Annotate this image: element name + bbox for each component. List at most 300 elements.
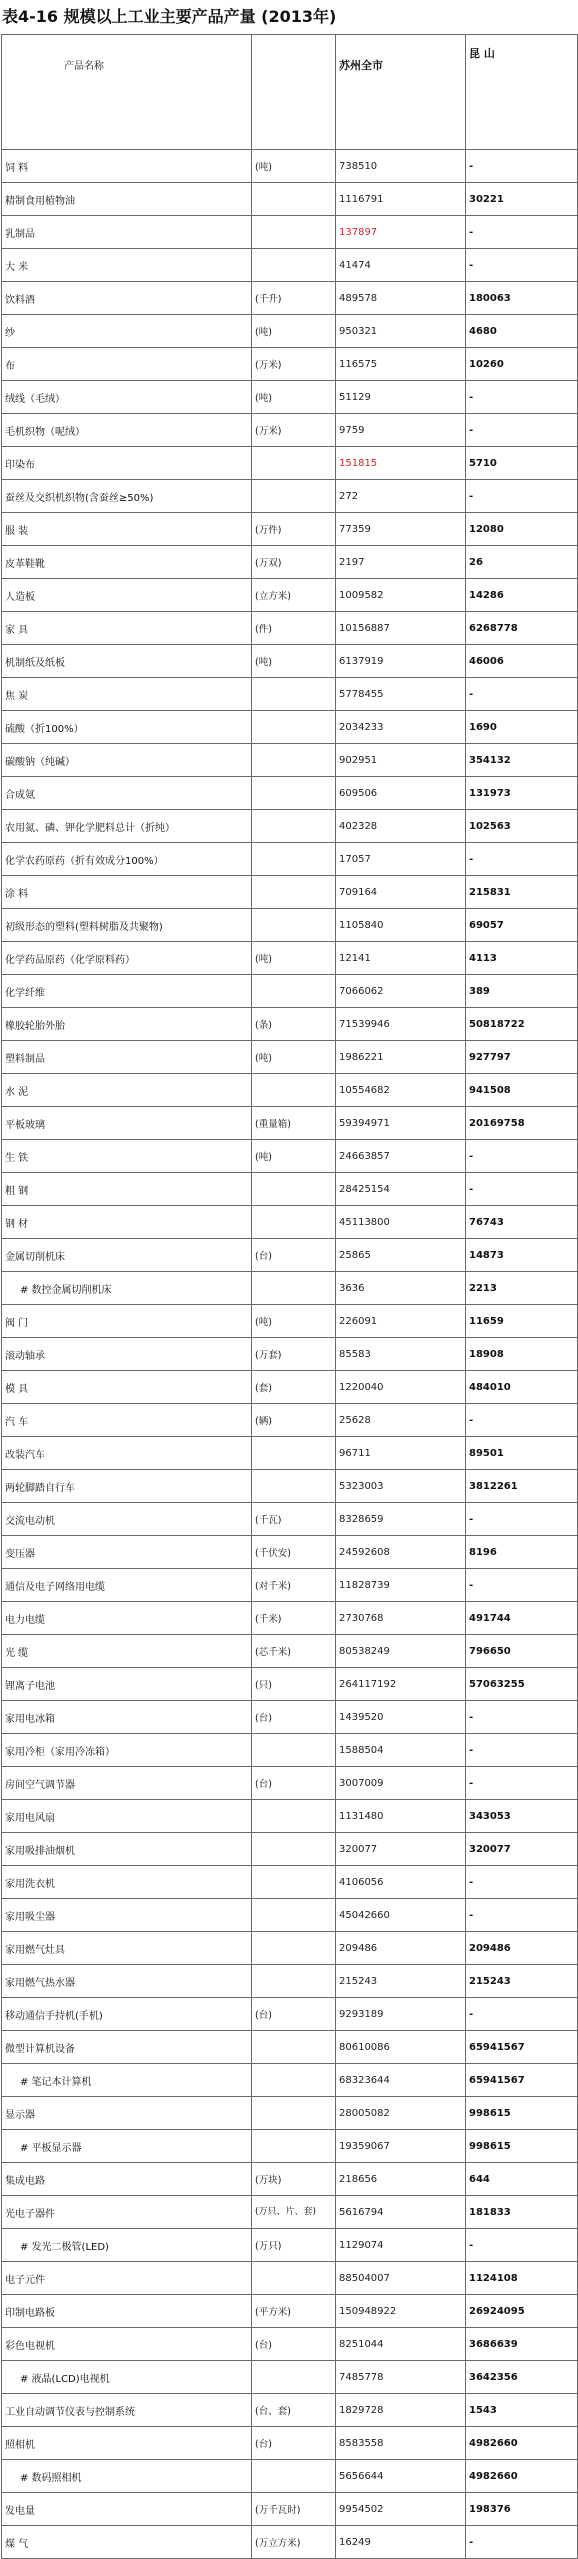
unit-cell: (万只、片、套) xyxy=(252,2196,336,2229)
unit-cell xyxy=(252,810,336,843)
product-name-cell: 化学药品原药（化学原料药） xyxy=(2,942,252,975)
table-row xyxy=(2,1503,578,1536)
suzhou-value-cell: 2730768 xyxy=(336,1602,466,1635)
table-row xyxy=(2,876,578,909)
unit-cell xyxy=(252,1206,336,1239)
kunshan-value-cell: 26924095 xyxy=(466,2295,578,2328)
product-name-cell: 移动通信手持机(手机) xyxy=(2,1998,252,2031)
table-row xyxy=(2,2196,578,2229)
unit-cell: (吨) xyxy=(252,381,336,414)
unit-cell xyxy=(252,876,336,909)
suzhou-value-cell: 9954502 xyxy=(336,2493,466,2526)
table-row xyxy=(2,1635,578,1668)
product-name-cell: 碳酸钠（纯碱） xyxy=(2,744,252,777)
table-row xyxy=(2,2064,578,2097)
unit-cell: (台、套) xyxy=(252,2394,336,2427)
unit-cell xyxy=(252,447,336,480)
suzhou-value-cell: 1439520 xyxy=(336,1701,466,1734)
suzhou-value-cell: 3007009 xyxy=(336,1767,466,1800)
unit-cell xyxy=(252,975,336,1008)
product-name-cell: 家用燃气灶具 xyxy=(2,1932,252,1965)
kunshan-value-cell: 26 xyxy=(466,546,578,579)
table-row xyxy=(2,1041,578,1074)
table-row xyxy=(2,282,578,315)
kunshan-value-cell: 10260 xyxy=(466,348,578,381)
unit-cell xyxy=(252,1734,336,1767)
table-row xyxy=(2,1239,578,1272)
product-name-cell: 家 具 xyxy=(2,612,252,645)
suzhou-value-cell: 10156887 xyxy=(336,612,466,645)
product-output-table xyxy=(1,34,578,2559)
unit-cell: (台) xyxy=(252,1239,336,1272)
product-name-cell: 人造板 xyxy=(2,579,252,612)
suzhou-value-cell: 209486 xyxy=(336,1932,466,1965)
kunshan-value-cell: 69057 xyxy=(466,909,578,942)
suzhou-value-cell: 1829728 xyxy=(336,2394,466,2427)
unit-cell: (千瓦) xyxy=(252,1503,336,1536)
kunshan-value-cell: 484010 xyxy=(466,1371,578,1404)
product-name-cell: 钢 材 xyxy=(2,1206,252,1239)
header-suzhou: 苏州全市 xyxy=(336,35,466,150)
suzhou-value-cell: 28425154 xyxy=(336,1173,466,1206)
product-name-cell: # 数控金属切削机床 xyxy=(2,1272,252,1305)
table-row xyxy=(2,1668,578,1701)
unit-cell: (万立方米) xyxy=(252,2526,336,2559)
unit-cell xyxy=(252,843,336,876)
header-row xyxy=(2,35,578,150)
table-row xyxy=(2,1140,578,1173)
unit-cell: (台) xyxy=(252,2328,336,2361)
table-row xyxy=(2,513,578,546)
suzhou-value-cell: 16249 xyxy=(336,2526,466,2559)
unit-cell xyxy=(252,1173,336,1206)
product-name-cell: 饮料酒 xyxy=(2,282,252,315)
product-name-cell: 改装汽车 xyxy=(2,1437,252,1470)
kunshan-value-cell: 6268778 xyxy=(466,612,578,645)
unit-cell xyxy=(252,183,336,216)
unit-cell: (千伏安) xyxy=(252,1536,336,1569)
table-row xyxy=(2,711,578,744)
kunshan-value-cell: 8196 xyxy=(466,1536,578,1569)
product-name-cell: 印染布 xyxy=(2,447,252,480)
kunshan-value-cell: - xyxy=(466,1404,578,1437)
product-name-cell: 硫酸（折100%） xyxy=(2,711,252,744)
unit-cell: (吨) xyxy=(252,1140,336,1173)
suzhou-value-cell: 1986221 xyxy=(336,1041,466,1074)
table-row xyxy=(2,2328,578,2361)
product-name-cell: 家用燃气热水器 xyxy=(2,1965,252,1998)
table-row xyxy=(2,1932,578,1965)
unit-cell: (台) xyxy=(252,2427,336,2460)
product-name-cell: 机制纸及纸板 xyxy=(2,645,252,678)
product-name-cell: 橡胶轮胎外胎 xyxy=(2,1008,252,1041)
suzhou-value-cell: 738510 xyxy=(336,150,466,183)
suzhou-value-cell: 1105840 xyxy=(336,909,466,942)
suzhou-value-cell: 1588504 xyxy=(336,1734,466,1767)
unit-cell: (立方米) xyxy=(252,579,336,612)
table-row xyxy=(2,447,578,480)
product-name-cell: 阀 门 xyxy=(2,1305,252,1338)
table-row xyxy=(2,2493,578,2526)
product-name-cell: 家用吸排油烟机 xyxy=(2,1833,252,1866)
table-row xyxy=(2,1107,578,1140)
suzhou-value-cell: 88504007 xyxy=(336,2262,466,2295)
product-name-cell: 变压器 xyxy=(2,1536,252,1569)
table-row xyxy=(2,2526,578,2559)
kunshan-value-cell: 354132 xyxy=(466,744,578,777)
suzhou-value-cell: 51129 xyxy=(336,381,466,414)
table-row xyxy=(2,150,578,183)
suzhou-value-cell: 7485778 xyxy=(336,2361,466,2394)
suzhou-value-cell: 6137919 xyxy=(336,645,466,678)
product-name-cell: 电力电缆 xyxy=(2,1602,252,1635)
kunshan-value-cell: 57063255 xyxy=(466,1668,578,1701)
kunshan-value-cell: 644 xyxy=(466,2163,578,2196)
product-name-cell: 印制电路板 xyxy=(2,2295,252,2328)
suzhou-value-cell: 25628 xyxy=(336,1404,466,1437)
unit-cell xyxy=(252,480,336,513)
table-row xyxy=(2,348,578,381)
suzhou-value-cell: 4106056 xyxy=(336,1866,466,1899)
table-row xyxy=(2,1371,578,1404)
product-name-cell: 布 xyxy=(2,348,252,381)
suzhou-value-cell: 11828739 xyxy=(336,1569,466,1602)
kunshan-value-cell: 102563 xyxy=(466,810,578,843)
table-row xyxy=(2,1272,578,1305)
table-row xyxy=(2,909,578,942)
suzhou-value-cell: 8251044 xyxy=(336,2328,466,2361)
product-name-cell: 煤 气 xyxy=(2,2526,252,2559)
table-row xyxy=(2,249,578,282)
header-kunshan: 昆 山 xyxy=(466,35,578,150)
unit-cell xyxy=(252,2460,336,2493)
table-row xyxy=(2,414,578,447)
suzhou-value-cell: 80538249 xyxy=(336,1635,466,1668)
suzhou-value-cell: 5616794 xyxy=(336,2196,466,2229)
table-row xyxy=(2,2427,578,2460)
suzhou-value-cell: 709164 xyxy=(336,876,466,909)
unit-cell: (万套) xyxy=(252,1338,336,1371)
suzhou-value-cell: 5656644 xyxy=(336,2460,466,2493)
table-row xyxy=(2,1338,578,1371)
table-row xyxy=(2,1536,578,1569)
table-row xyxy=(2,2460,578,2493)
kunshan-value-cell: 1124108 xyxy=(466,2262,578,2295)
table-row xyxy=(2,1965,578,1998)
unit-cell: (台) xyxy=(252,1998,336,2031)
table-row xyxy=(2,546,578,579)
unit-cell xyxy=(252,909,336,942)
kunshan-value-cell: 215831 xyxy=(466,876,578,909)
table-row xyxy=(2,579,578,612)
product-name-cell: 房间空气调节器 xyxy=(2,1767,252,1800)
product-name-cell: 锂离子电池 xyxy=(2,1668,252,1701)
unit-cell xyxy=(252,216,336,249)
kunshan-value-cell: 20169758 xyxy=(466,1107,578,1140)
kunshan-value-cell: - xyxy=(466,414,578,447)
product-name-cell: 涂 料 xyxy=(2,876,252,909)
unit-cell: (吨) xyxy=(252,1041,336,1074)
product-name-cell: 化学农药原药（折有效成分100%） xyxy=(2,843,252,876)
product-name-cell: 农用氮、磷、钾化学肥料总计（折纯） xyxy=(2,810,252,843)
product-name-cell: 工业自动调节仪表与控制系统 xyxy=(2,2394,252,2427)
table-row xyxy=(2,843,578,876)
suzhou-value-cell: 2197 xyxy=(336,546,466,579)
product-name-cell: 光 缆 xyxy=(2,1635,252,1668)
suzhou-value-cell: 1009582 xyxy=(336,579,466,612)
unit-cell: (平方米) xyxy=(252,2295,336,2328)
unit-cell: (万只) xyxy=(252,2229,336,2262)
kunshan-value-cell: 215243 xyxy=(466,1965,578,1998)
suzhou-value-cell: 902951 xyxy=(336,744,466,777)
product-name-cell: 家用冷柜（家用冷冻箱） xyxy=(2,1734,252,1767)
suzhou-value-cell: 3636 xyxy=(336,1272,466,1305)
table-row xyxy=(2,1008,578,1041)
unit-cell xyxy=(252,1866,336,1899)
suzhou-value-cell: 24663857 xyxy=(336,1140,466,1173)
table-row xyxy=(2,1437,578,1470)
unit-cell xyxy=(252,2361,336,2394)
unit-cell: (万千瓦时) xyxy=(252,2493,336,2526)
unit-cell: (万双) xyxy=(252,546,336,579)
kunshan-value-cell: 343053 xyxy=(466,1800,578,1833)
kunshan-value-cell: - xyxy=(466,1503,578,1536)
suzhou-value-cell: 45113800 xyxy=(336,1206,466,1239)
unit-cell: (吨) xyxy=(252,645,336,678)
kunshan-value-cell: - xyxy=(466,1173,578,1206)
product-name-cell: 饲 料 xyxy=(2,150,252,183)
table-row xyxy=(2,1800,578,1833)
unit-cell xyxy=(252,1932,336,1965)
table-row xyxy=(2,612,578,645)
product-name-cell: 水 泥 xyxy=(2,1074,252,1107)
table-row xyxy=(2,315,578,348)
product-name-cell: 家用吸尘器 xyxy=(2,1899,252,1932)
suzhou-value-cell: 609506 xyxy=(336,777,466,810)
unit-cell xyxy=(252,744,336,777)
suzhou-value-cell: 5323003 xyxy=(336,1470,466,1503)
suzhou-value-cell: 9293189 xyxy=(336,1998,466,2031)
table-row xyxy=(2,216,578,249)
kunshan-value-cell: 2213 xyxy=(466,1272,578,1305)
kunshan-value-cell: 198376 xyxy=(466,2493,578,2526)
suzhou-value-cell: 226091 xyxy=(336,1305,466,1338)
unit-cell xyxy=(252,1965,336,1998)
product-name-cell: 合成氨 xyxy=(2,777,252,810)
unit-cell: (芯千米) xyxy=(252,1635,336,1668)
table-row xyxy=(2,2130,578,2163)
table-row xyxy=(2,744,578,777)
kunshan-value-cell: 12080 xyxy=(466,513,578,546)
kunshan-value-cell: 927797 xyxy=(466,1041,578,1074)
kunshan-value-cell: - xyxy=(466,1767,578,1800)
kunshan-value-cell: 1690 xyxy=(466,711,578,744)
product-name-cell: 汽 车 xyxy=(2,1404,252,1437)
suzhou-value-cell: 28005082 xyxy=(336,2097,466,2130)
product-name-cell: 塑料制品 xyxy=(2,1041,252,1074)
table-row xyxy=(2,1074,578,1107)
kunshan-value-cell: - xyxy=(466,1734,578,1767)
kunshan-value-cell: 89501 xyxy=(466,1437,578,1470)
kunshan-value-cell: - xyxy=(466,216,578,249)
table-row xyxy=(2,1173,578,1206)
suzhou-value-cell: 9759 xyxy=(336,414,466,447)
suzhou-value-cell: 116575 xyxy=(336,348,466,381)
table-row xyxy=(2,975,578,1008)
suzhou-value-cell: 489578 xyxy=(336,282,466,315)
table-row xyxy=(2,2163,578,2196)
suzhou-value-cell: 1131480 xyxy=(336,1800,466,1833)
table-row xyxy=(2,2394,578,2427)
unit-cell: (辆) xyxy=(252,1404,336,1437)
unit-cell: (吨) xyxy=(252,942,336,975)
suzhou-value-cell: 1129074 xyxy=(336,2229,466,2262)
kunshan-value-cell: 320077 xyxy=(466,1833,578,1866)
table-row xyxy=(2,2031,578,2064)
product-name-cell: 皮革鞋靴 xyxy=(2,546,252,579)
header-product-name: 产品名称 xyxy=(2,35,252,150)
unit-cell xyxy=(252,1470,336,1503)
unit-cell xyxy=(252,777,336,810)
table-row xyxy=(2,2262,578,2295)
suzhou-value-cell: 80610086 xyxy=(336,2031,466,2064)
unit-cell: (只) xyxy=(252,1668,336,1701)
suzhou-value-cell: 96711 xyxy=(336,1437,466,1470)
unit-cell xyxy=(252,1833,336,1866)
product-name-cell: 粗 钢 xyxy=(2,1173,252,1206)
suzhou-value-cell: 77359 xyxy=(336,513,466,546)
suzhou-value-cell: 1220040 xyxy=(336,1371,466,1404)
unit-cell: (万件) xyxy=(252,513,336,546)
kunshan-value-cell: 998615 xyxy=(466,2097,578,2130)
table-row xyxy=(2,2097,578,2130)
unit-cell: (千升) xyxy=(252,282,336,315)
suzhou-value-cell: 68323644 xyxy=(336,2064,466,2097)
product-name-cell: 生 铁 xyxy=(2,1140,252,1173)
table-title: 表4-16 规模以上工业主要产品产量 (2013年) xyxy=(2,7,337,26)
product-name-cell: 照相机 xyxy=(2,2427,252,2460)
product-name-cell: 金属切削机床 xyxy=(2,1239,252,1272)
header-unit xyxy=(252,35,336,150)
kunshan-value-cell: 18908 xyxy=(466,1338,578,1371)
unit-cell: (吨) xyxy=(252,315,336,348)
table-row xyxy=(2,1833,578,1866)
unit-cell: (吨) xyxy=(252,1305,336,1338)
unit-cell: (台) xyxy=(252,1701,336,1734)
kunshan-value-cell: 65941567 xyxy=(466,2064,578,2097)
table-row xyxy=(2,1866,578,1899)
suzhou-value-cell: 19359067 xyxy=(336,2130,466,2163)
kunshan-value-cell: 11659 xyxy=(466,1305,578,1338)
kunshan-value-cell: 3642356 xyxy=(466,2361,578,2394)
unit-cell: (件) xyxy=(252,612,336,645)
unit-cell: (条) xyxy=(252,1008,336,1041)
kunshan-value-cell: 180063 xyxy=(466,282,578,315)
product-name-cell: 通信及电子网络用电缆 xyxy=(2,1569,252,1602)
suzhou-value-cell: 151815 xyxy=(336,447,466,480)
kunshan-value-cell: 1543 xyxy=(466,2394,578,2427)
suzhou-value-cell: 25865 xyxy=(336,1239,466,1272)
suzhou-value-cell: 59394971 xyxy=(336,1107,466,1140)
product-name-cell: 两轮脚踏自行车 xyxy=(2,1470,252,1503)
kunshan-value-cell: 14873 xyxy=(466,1239,578,1272)
product-name-cell: 毛机织物（呢绒） xyxy=(2,414,252,447)
suzhou-value-cell: 320077 xyxy=(336,1833,466,1866)
suzhou-value-cell: 218656 xyxy=(336,2163,466,2196)
product-name-cell: 发电量 xyxy=(2,2493,252,2526)
table-row xyxy=(2,1602,578,1635)
suzhou-value-cell: 264117192 xyxy=(336,1668,466,1701)
table-row xyxy=(2,1470,578,1503)
product-name-cell: 电子元件 xyxy=(2,2262,252,2295)
kunshan-value-cell: 4982660 xyxy=(466,2460,578,2493)
table-row xyxy=(2,1734,578,1767)
product-name-cell: # 数码照相机 xyxy=(2,2460,252,2493)
table-body xyxy=(2,150,578,2559)
suzhou-value-cell: 17057 xyxy=(336,843,466,876)
suzhou-value-cell: 150948922 xyxy=(336,2295,466,2328)
table-row xyxy=(2,810,578,843)
unit-cell: (重量箱) xyxy=(252,1107,336,1140)
kunshan-value-cell: - xyxy=(466,480,578,513)
kunshan-value-cell: 3812261 xyxy=(466,1470,578,1503)
product-name-cell: 纱 xyxy=(2,315,252,348)
kunshan-value-cell: 4982660 xyxy=(466,2427,578,2460)
table-row xyxy=(2,1305,578,1338)
kunshan-value-cell: 3686639 xyxy=(466,2328,578,2361)
product-name-cell: 微型计算机设备 xyxy=(2,2031,252,2064)
table-row xyxy=(2,1998,578,2031)
table-row xyxy=(2,1404,578,1437)
unit-cell xyxy=(252,249,336,282)
product-name-cell: 蚕丝及交织机织物(含蚕丝≥50%) xyxy=(2,480,252,513)
kunshan-value-cell: 4680 xyxy=(466,315,578,348)
kunshan-value-cell: - xyxy=(466,843,578,876)
kunshan-value-cell: 4113 xyxy=(466,942,578,975)
product-name-cell: 家用洗衣机 xyxy=(2,1866,252,1899)
suzhou-value-cell: 7066062 xyxy=(336,975,466,1008)
table-row xyxy=(2,480,578,513)
suzhou-value-cell: 8583558 xyxy=(336,2427,466,2460)
kunshan-value-cell: - xyxy=(466,1701,578,1734)
product-name-cell: # 笔记本计算机 xyxy=(2,2064,252,2097)
table-row xyxy=(2,645,578,678)
kunshan-value-cell: - xyxy=(466,1866,578,1899)
product-name-cell: 模 具 xyxy=(2,1371,252,1404)
kunshan-value-cell: - xyxy=(466,381,578,414)
table-row xyxy=(2,2295,578,2328)
unit-cell xyxy=(252,1272,336,1305)
unit-cell xyxy=(252,1437,336,1470)
product-name-cell: 焦 炭 xyxy=(2,678,252,711)
kunshan-value-cell: 181833 xyxy=(466,2196,578,2229)
table-row xyxy=(2,942,578,975)
unit-cell xyxy=(252,2262,336,2295)
product-name-cell: 乳制品 xyxy=(2,216,252,249)
kunshan-value-cell: - xyxy=(466,1569,578,1602)
table-row xyxy=(2,2361,578,2394)
product-name-cell: # 发光二极管(LED) xyxy=(2,2229,252,2262)
table-row xyxy=(2,183,578,216)
product-name-cell: 大 米 xyxy=(2,249,252,282)
unit-cell: (万米) xyxy=(252,348,336,381)
unit-cell xyxy=(252,2031,336,2064)
unit-cell: (台) xyxy=(252,1767,336,1800)
table-row xyxy=(2,777,578,810)
product-name-cell: 滚动轴承 xyxy=(2,1338,252,1371)
suzhou-value-cell: 215243 xyxy=(336,1965,466,1998)
kunshan-value-cell: 796650 xyxy=(466,1635,578,1668)
